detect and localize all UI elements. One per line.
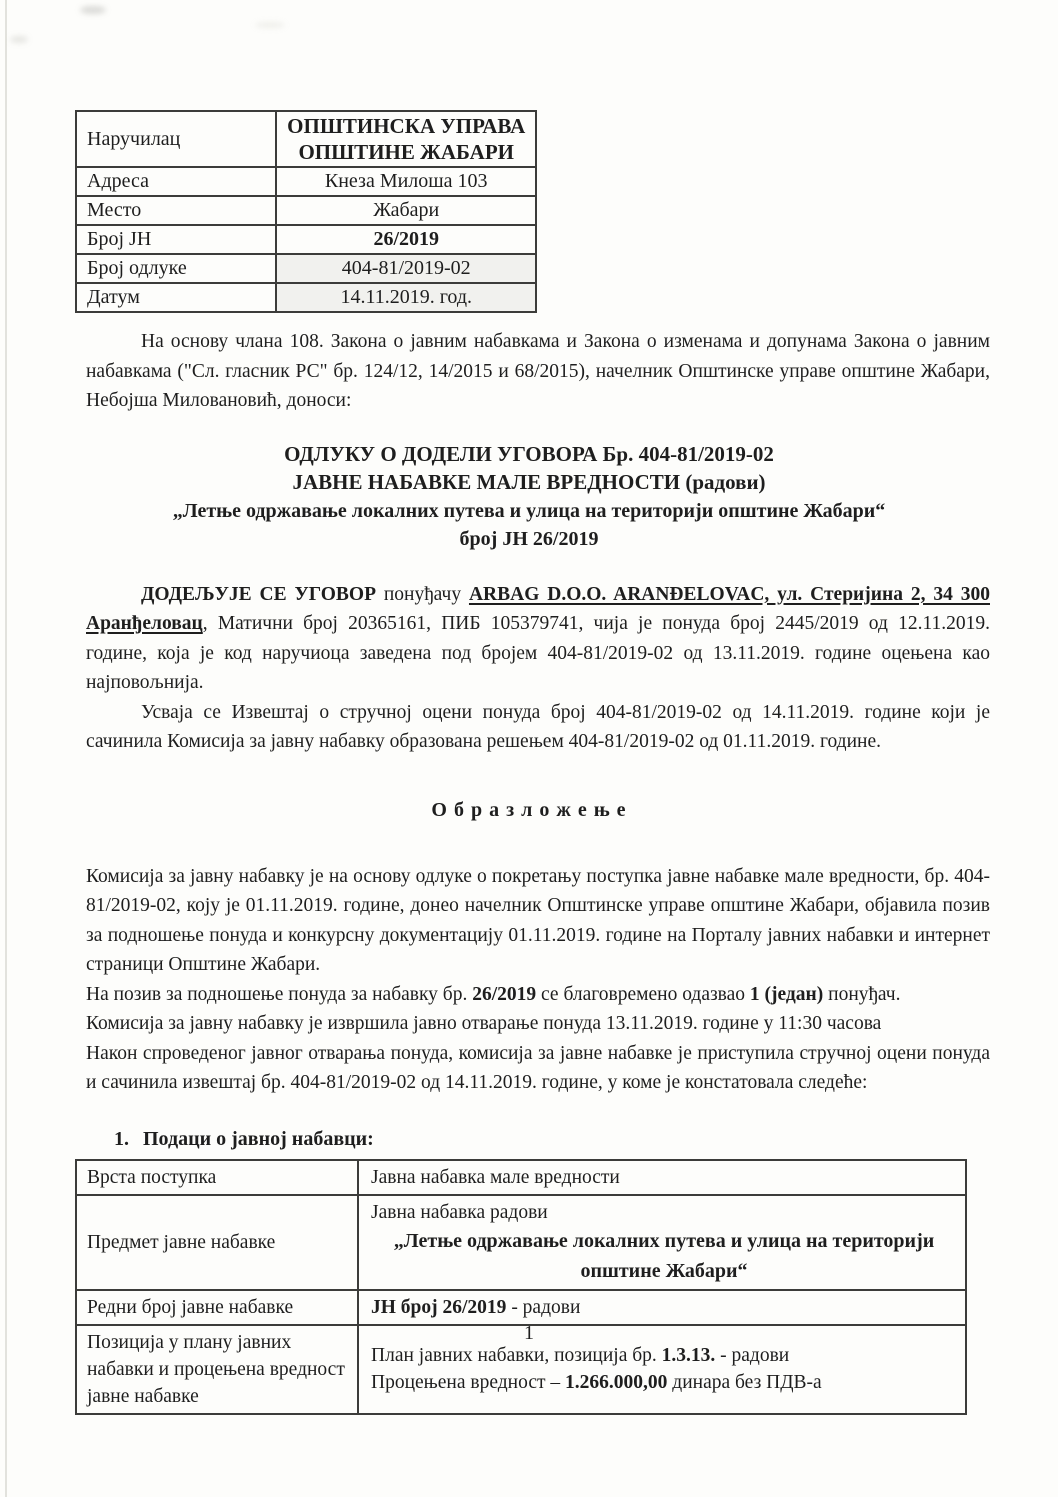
row-label: Број ЈН [76,225,276,254]
pozicija-line2 [371,1369,957,1396]
body-line-3: Комисија за јавну набавку је извршила јавно отварање понуда 13.11.2019. године у 11:30 часова [86,1013,882,1034]
table-row-broj-odluke [76,254,536,283]
table-row-mesto [76,196,536,225]
decision-title-line1: ОДЛУКУ О ДОДЕЛИ УГОВОРА Бр. 404-81/2019-02 [284,441,774,466]
table-row-datum [76,283,536,312]
page-number: 1 [524,1322,534,1344]
row-label: Позиција у плану јавних набавки и процењена вредност јавне набавке [76,1325,358,1414]
row-value: 404-81/2019-02 [276,254,536,283]
pozicija-estimated-value: 1.266.000,00 [565,1372,668,1393]
line2-jn-number: 26/2019 [472,983,537,1005]
table-row-narucilac [76,111,536,167]
row-label: Врста поступка [76,1160,358,1195]
decision-title [0,440,1058,554]
table-row-predmet [76,1195,966,1290]
row-value: Жабари [276,196,536,225]
row-value [358,1290,966,1325]
decision-title-line4: број ЈН 26/2019 [459,528,599,550]
row-value: 14.11.2019. год. [276,283,536,312]
award-paragraph [86,580,990,698]
line2-pre: На позив за подношење понуда за набавку бр. [86,983,473,1005]
pozicija-line2-post: динара без ПДВ-а [667,1372,822,1393]
row-label: Предмет јавне набавке [76,1195,358,1290]
header-info-table [75,110,537,313]
authority-line1: ОПШТИНСКА УПРАВА [287,114,526,138]
row-value: 26/2019 [276,225,536,254]
line2-post: понуђач. [823,983,901,1005]
pozicija-plan-number: 1.3.13. [661,1345,716,1366]
pozicija-line2-pre: Процењена вредност – [371,1372,566,1393]
legal-basis-paragraph: На основу члана 108. Закона о јавним набавкама и Закона о изменама и допунама Закона о јавним набавкама ("Сл. гласник РС" бр. 124/12, 14/2015 и 68/2015), начелник Општинске управе општине Жабари, Небојша Миловановић, доноси: [86,331,990,411]
pozicija-line1 [371,1342,957,1369]
row-value-predmet [358,1195,966,1290]
redni-broj-bold: ЈН број 26/2019 [371,1296,507,1318]
body-paragraph-4: Након спроведеног јавног отварања понуда, комисија за јавне набавке је приступила стручној оцени понуда и сачинила извештај бр. 404-81/2019-02 од 14.11.2019. године, у коме је констатовала следеће: [86,1042,990,1093]
list-heading-text: Подаци о јавној набавци: [143,1127,374,1150]
row-value: Јавна набавка мале вредности [358,1160,966,1195]
pozicija-line1-pre: План јавних набавки, позиција бр. [371,1345,662,1366]
predmet-line1: Јавна набавка радови [371,1201,548,1223]
line2-bidders-count: 1 (један) [749,983,824,1005]
list-heading-number: 1. [114,1127,129,1150]
row-label: Адреса [76,167,276,196]
row-label: Број одлуке [76,254,276,283]
row-label: Датум [76,283,276,312]
pozicija-line1-post: - радови [715,1345,790,1366]
award-rest: , Матични број 20365161, ПИБ 105379741, чија је понуда број 2445/2019 од 12.11.2019. године, која је код наручиоца заведена под бројем 404-81/2019-02 од 13.11.2019. године оцењена као најповољнија. [86,613,990,693]
table-row-broj-jn [76,225,536,254]
redni-broj-rest: - радови [506,1296,581,1318]
predmet-line3: општине Жабари“ [580,1259,748,1282]
body-paragraph-1: Комисија за јавну набавку је на основу одлуке о покретању поступка јавне набавке мале вредности, бр. 404-81/2019-02, коју је 01.11.2019. године, донео начелник Општинске управе општине Жабари, објавила позив за подношење понуда и конкурсну документацију 01.11.2019. године на Порталу јавних набавки и интернет страници Општине Жабари. [86,865,990,975]
row-label: Место [76,196,276,225]
explanation-body [0,862,1058,1098]
table-row-vrsta [76,1160,966,1195]
award-winner: ARBAG D.O.O. ARANĐELOVAC, ул. Стеријина 2, 34 300 Аранђеловац [86,583,990,634]
section-heading-obrazlozenje: О б р а з л о ж е њ е [431,798,627,821]
row-label: Редни број јавне набавке [76,1290,358,1325]
report-paragraph: Усваја се Извештај о стручној оцени понуда број 404-81/2019-02 од 14.11.2019. године који је сачинила Комисија за јавну набавку образована решењем 404-81/2019-02 од 01.11.2019. године. [86,701,990,752]
predmet-line2: „Летње одржавање локалних путева и улица на територији [393,1229,935,1252]
decision-title-line3: „Летње одржавање локалних путева и улица на територији општине Жабари“ [172,499,886,522]
list-heading-podaci [86,1128,990,1151]
line2-mid: се благовремено одазвао [536,983,750,1005]
row-label: Наручилац [76,111,276,167]
table-row-adresa [76,167,536,196]
award-mid: понуђачу [375,583,469,605]
table-row-redni-broj [76,1290,966,1325]
body-line-2 [86,980,990,1010]
authority-line2: ОПШТИНЕ ЖАБАРИ [298,140,514,164]
row-value-authority [276,111,536,167]
row-value: Кнеза Милоша 103 [276,167,536,196]
decision-title-line2: ЈАВНЕ НАБАВКЕ МАЛЕ ВРЕДНОСТИ (радови) [292,470,766,494]
award-lead: ДОДЕЉУЈЕ СЕ УГОВОР [141,583,376,605]
procurement-data-table [75,1159,967,1415]
